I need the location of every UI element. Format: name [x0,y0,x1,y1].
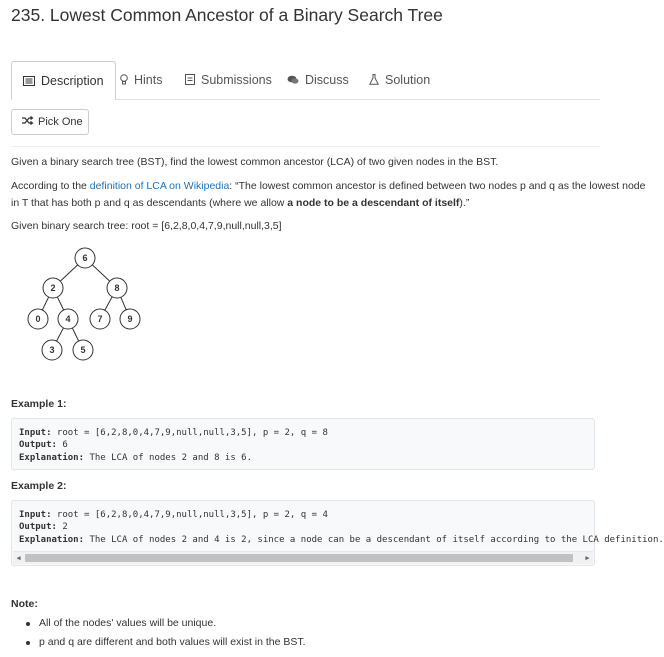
bulb-icon [120,62,128,100]
note-heading: Note: [11,598,38,610]
tree-node-label: 4 [65,314,71,324]
scroll-left-icon[interactable]: ◀ [16,554,21,562]
pick-one-label: Pick One [38,116,83,128]
list-item: All of the nodes' values will be unique. [26,614,306,633]
shuffle-icon [22,110,33,134]
tree-node-label: 5 [80,345,86,355]
tab-label: Submissions [201,73,272,87]
tab-description[interactable] [11,61,116,100]
flask-icon [369,62,379,100]
tree-node-label: 3 [49,345,55,355]
tree-node-label: 9 [127,314,133,324]
tab-label: Hints [134,73,163,87]
tree-node-label: 8 [114,283,120,293]
definition-text: According to the definition of LCA on Wikipedia: “The lowest common ancestor is defined between two nodes p and q as the lowest node [11,180,646,192]
tab-bar [11,61,600,100]
intro-text: Given a binary search tree (BST), find the lowest common ancestor (LCA) of two given nodes in the BST. [11,156,499,168]
tab-hints[interactable] [120,61,162,99]
tab-label: Description [41,74,104,88]
scrollbar-thumb[interactable] [25,554,573,562]
tab-label: Solution [385,73,431,87]
tree-node-label: 2 [50,283,56,293]
scroll-right-icon[interactable]: ▶ [585,554,590,562]
submissions-icon [185,62,195,100]
bst-diagram [20,245,150,365]
note-list [26,614,306,652]
pick-one-button[interactable] [11,109,89,135]
horizontal-scrollbar[interactable] [13,551,593,564]
example-2-heading: Example 2: [11,480,67,492]
tab-label: Discuss [305,73,349,87]
tree-node-label: 0 [35,314,41,324]
tree-node-label: 7 [97,314,103,324]
tree-caption: Given binary search tree: root = [6,2,8,0,4,7,9,null,null,3,5] [11,220,282,232]
tab-submissions[interactable] [185,61,272,99]
discuss-icon [287,62,299,100]
definition-text-cont: in T that has both p and q as descendants (where we allow a node to be a descendant of itself).” [11,197,470,209]
bold-phrase: a node to be a descendant of itself [287,197,460,209]
lca-wikipedia-link[interactable]: definition of LCA on Wikipedia [89,180,230,192]
example-1-heading: Example 1: [11,398,67,410]
description-icon [23,63,35,101]
divider [11,146,600,147]
example-1-code: Input: root = [6,2,8,0,4,7,9,null,null,3,5], p = 2, q = 8 Output: 6 Explanation: The LCA of nodes 2 and 8 is 6. [11,418,595,470]
tree-node-label: 6 [82,253,88,263]
list-item: p and q are different and both values will exist in the BST. [26,633,306,652]
example-2-code: Input: root = [6,2,8,0,4,7,9,null,null,3,5], p = 2, q = 4 Output: 2 Explanation: The LCA of nodes 2 and 4 is 2, since a node can be a descendant of itself according to the LCA definition. ◀ ▶ [11,500,595,566]
tab-solution[interactable] [369,61,430,99]
page-title: 235. Lowest Common Ancestor of a Binary Search Tree [11,5,443,25]
tab-discuss[interactable] [287,61,349,99]
